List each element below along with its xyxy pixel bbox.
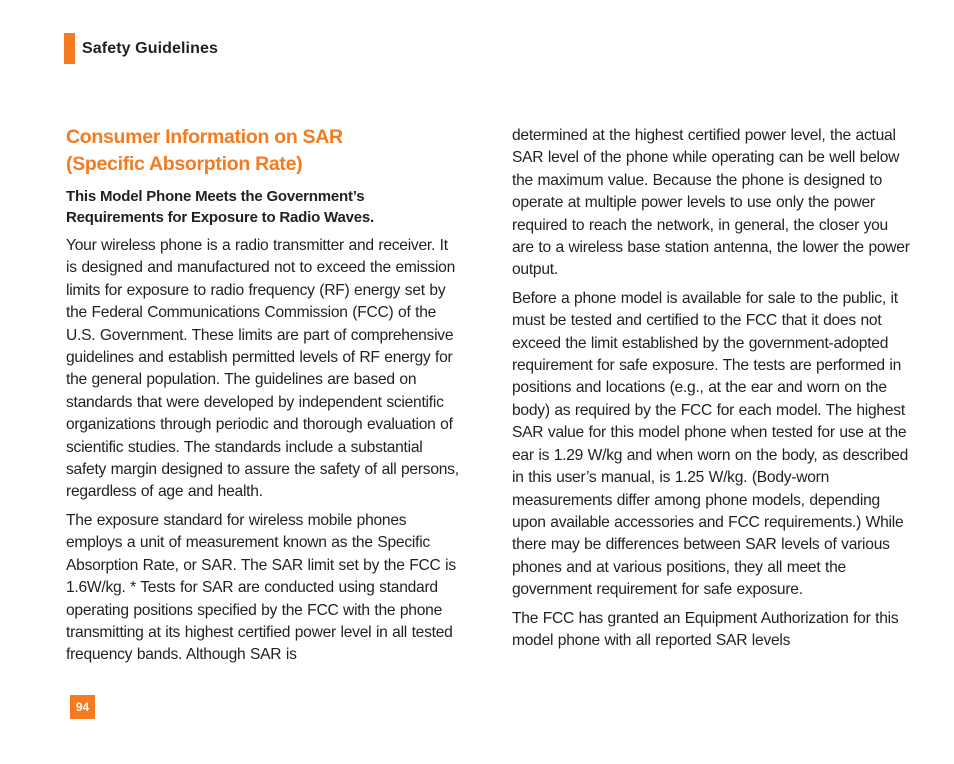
right-paragraph-2: Before a phone model is available for sale to the public, it must be tested and certified to the FCC that it does not exceed the limit established by the government-adopted requirement for safe exposure. The tests are performed in positions and locations (e.g., at the ear and worn on the body) as required by the FCC for each model. The highest SAR value for this model phone when tested for use at the ear is 1.29 W/kg and when worn on the body, as described in this user’s manual, is 1.25 W/kg. (Body-worn measurements differ among phone models, depending upon available accessories and FCC requirements.) While there may be differences between SAR levels of various phones and at various positions, they all meet the government requirement for safe exposure. (512, 289, 909, 599)
right-column (512, 125, 910, 658)
section-title (66, 124, 461, 178)
section-title-line-1: Consumer Information on SAR (66, 126, 343, 148)
page-number-badge: 94 (70, 695, 95, 719)
section-title-line-2: (Specific Absorption Rate) (66, 153, 303, 175)
subheading-line-1: This Model Phone Meets the Government’s (66, 188, 365, 205)
page-header (64, 33, 218, 64)
left-paragraph-1: Your wireless phone is a radio transmitter and receiver. It is designed and manufactured not to exceed the emission limits for exposure to radio frequency (RF) energy set by the Federal Communications Commission (FCC) of the U.S. Government. These limits are part of comprehensive guidelines and establish permitted levels of RF energy for the general population. The guidelines are based on standards that were developed by independent scientific organizations through periodic and thorough evaluation of scientific studies. The standards include a substantial safety margin designed to assure the safety of all persons, regardless of age and health. (66, 237, 459, 501)
section-subheading (66, 186, 461, 228)
left-paragraph-2: The exposure standard for wireless mobile phones employs a unit of measurement known as the Specific Absorption Rate, or SAR. The SAR limit set by the FCC is 1.6W/kg. * Tests for SAR are conducted using standard operating positions specified by the FCC with the phone transmitting at its highest certified power level in all tested frequency bands. Although SAR is (66, 511, 456, 664)
right-paragraph-1: determined at the highest certified power level, the actual SAR level of the phone while operating can be well below the maximum value. Because the phone is designed to operate at multiple power levels to use only the power required to reach the network, in general, the closer you are to a wireless base station antenna, the lower the power output. (512, 127, 910, 279)
subheading-line-2: Requirements for Exposure to Radio Waves. (66, 209, 374, 226)
left-column (66, 124, 461, 673)
header-title: Safety Guidelines (82, 39, 218, 57)
header-accent-bar (64, 33, 75, 64)
right-paragraph-3: The FCC has granted an Equipment Authorization for this model phone with all reported SAR levels (512, 609, 899, 649)
